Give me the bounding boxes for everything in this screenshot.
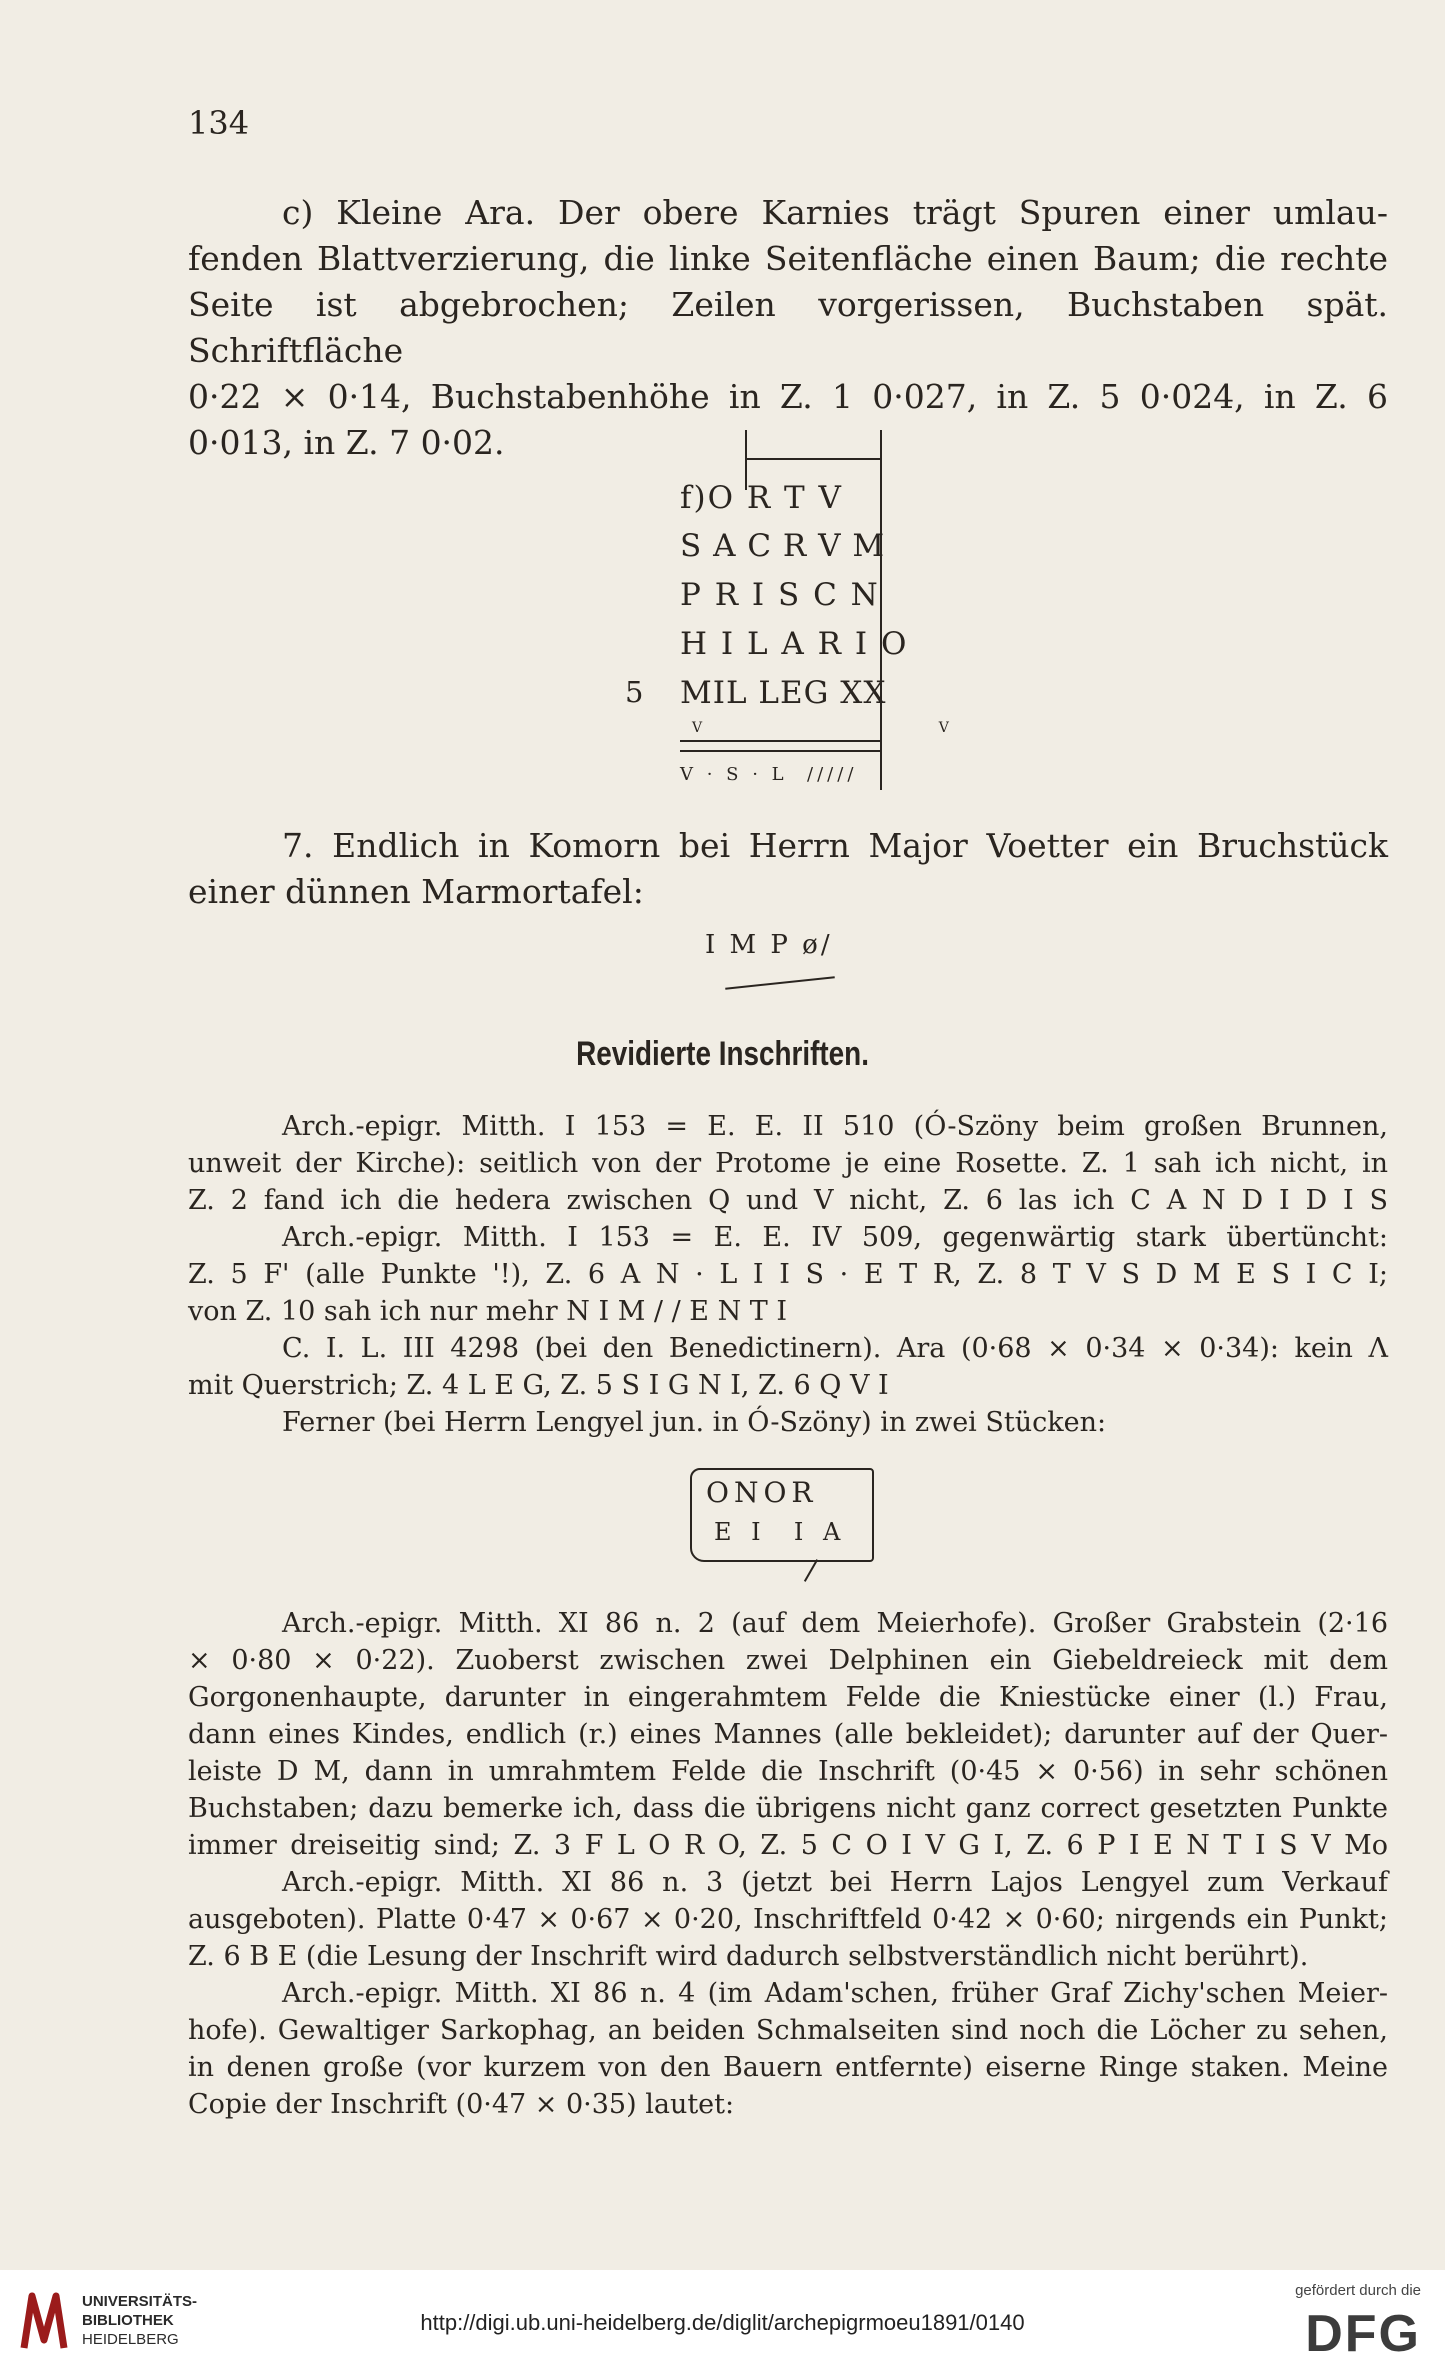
final-paragraph-2 [188,1864,1388,1975]
ara-rule [680,750,880,752]
fragment-break [804,1559,818,1582]
text-line: Z. 6 B E (die Lesung der Inschrift wird dadurch selbstverständlich nicht berührt). [188,1941,1309,1972]
inscription-line: V V [692,720,979,736]
text-line: ausgeboten). Platte 0·47 × 0·67 × 0·20, Inschriftfeld 0·42 × 0·60; nirgends ein Punkt; [188,1904,1388,1935]
revised-paragraph-2 [188,1219,1388,1330]
text-line: mit Querstrich; Z. 4 L E G, Z. 5 S I G N I, Z. 6 Q V I [188,1370,889,1401]
library-name-line: BIBLIOTHEK [82,2312,174,2329]
text-line: unweit der Kirche): seitlich von der Protome je eine Rosette. Z. 1 sah ich nicht, in [188,1148,1388,1179]
text-line: dann eines Kindes, endlich (r.) eines Mannes (alle bekleidet); darunter auf der Quer- [188,1719,1388,1750]
text-line: 7. Endlich in Komorn bei Herrn Major Voetter ein Bruchstück [282,826,1388,865]
inscription-line: V · S · L ///// [680,764,858,785]
text-line: Arch.-epigr. Mitth. XI 86 n. 3 (jetzt bei Herrn Lajos Lengyel zum Verkauf [282,1867,1388,1898]
final-paragraph-3 [188,1975,1388,2123]
inscription-ara [625,430,979,790]
inscription-line: H I L A R I O [680,626,909,662]
text-line: einer dünnen Marmortafel: [188,872,644,911]
inscription-line: P R I S C N [680,577,880,613]
inscription-marble-tablet [705,920,835,1000]
library-name-line: UNIVERSITÄTS- [82,2293,198,2310]
library-name-line: HEIDELBERG [82,2331,179,2348]
inscription-line: MIL LEG XX [680,675,887,711]
text-line: Ferner (bei Herrn Lengyel jun. in Ó-Szöny) in zwei Stücken: [282,1407,1107,1438]
text-line: × 0·80 × 0·22). Zuoberst zwischen zwei Delphinen ein Giebeldreieck mit dem [188,1645,1388,1676]
section-7-paragraph [188,823,1388,915]
text-line: leiste D M, dann in umrahmtem Felde die Inschrift (0·45 × 0·56) in sehr schönen [188,1756,1388,1787]
text-line: Gorgonenhaupte, darunter in eingerahmtem Felde die Kniestücke einer (l.) Frau, [188,1682,1388,1713]
inscription-line: f)O R T V [680,480,843,516]
inscription-text: I M P ø/ [705,930,833,960]
revised-paragraph-3 [188,1330,1388,1404]
text-line: immer dreiseitig sind; Z. 3 F L O R O, Z. 5 C O I V G I, Z. 6 P I E N T I S V Mo [188,1830,1388,1861]
text-line: c) Kleine Ara. Der obere Karnies trägt Spuren einer umlau- [282,193,1388,232]
page-number: 134 [188,104,250,142]
text-line: hofe). Gewaltiger Sarkophag, an beiden Schmalseiten sind noch die Löcher zu sehen, [188,2015,1388,2046]
source-url-link[interactable]: http://digi.ub.uni-heidelberg.de/diglit/archepigrmoeu1891/0140 [420,2310,1025,2335]
footer-bar [0,2270,1445,2374]
funded-by-label: gefördert durch die [1295,2282,1421,2299]
heading-text: Revidierte Inschriften. [576,1035,869,1073]
text-line: Z. 5 F' (alle Punkte '!), Z. 6 A N · L I I S · E T R, Z. 8 T V S D M E S I C I; [188,1259,1388,1290]
text-line: Copie der Inschrift (0·47 × 0·35) lautet: [188,2089,735,2120]
text-line: Seite ist abgebrochen; Zeilen vorgerissen, Buchstaben spät. Schriftfläche [188,285,1388,370]
text-line: Arch.-epigr. Mitth. I 153 = E. E. II 510 (Ó-Szöny beim großen Brunnen, [282,1111,1388,1142]
text-line: Z. 2 fand ich die hedera zwischen Q und V nicht, Z. 6 las ich C A N D I D I S [188,1185,1388,1216]
final-paragraph-1 [188,1605,1388,1864]
line-number: 5 [625,675,644,709]
text-line: 0·22 × 0·14, Buchstabenhöhe in Z. 1 0·027, in Z. 5 0·024, in Z. 6 [188,377,1388,416]
fracture-line [725,976,835,989]
text-line: Arch.-epigr. Mitth. XI 86 n. 2 (auf dem Meierhofe). Großer Grabstein (2·16 [282,1608,1388,1639]
inscription-line: ONOR [706,1476,818,1509]
section-heading [0,1035,1445,1074]
inscription-line: E I I A [714,1518,847,1546]
text-line: von Z. 10 sah ich nur mehr N I M / / E N T I [188,1296,788,1327]
revised-paragraph-4 [188,1404,1388,1441]
text-line: C. I. L. III 4298 (bei den Benedictinern). Ara (0·68 × 0·34 × 0·34): kein Λ [282,1333,1388,1364]
text-line: Arch.-epigr. Mitth. XI 86 n. 4 (im Adam'schen, früher Graf Zichy'schen Meier- [282,1978,1388,2009]
inscription-line: S A C R V M [680,528,886,564]
text-line: 0·013, in Z. 7 0·02. [188,423,505,462]
text-line: in denen große (vor kurzem von den Bauern entfernte) eiserne Ringe staken. Meine [188,2052,1388,2083]
ara-top-line [745,458,882,460]
text-line: fenden Blattverzierung, die linke Seitenfläche einen Baum; die rechte [188,239,1388,278]
dfg-logo: DFG [1305,2305,1421,2363]
ara-right-edge [880,430,882,790]
inscription-fragments [690,1468,880,1583]
section-c-paragraph [188,190,1388,466]
ara-rule [680,740,880,742]
text-line: Buchstaben; dazu bemerke ich, dass die übrigens nicht ganz correct gesetzten Punkte [188,1793,1388,1824]
text-line: Arch.-epigr. Mitth. I 153 = E. E. IV 509, gegenwärtig stark übertüncht: [282,1222,1388,1253]
revised-paragraph-1 [188,1108,1388,1219]
